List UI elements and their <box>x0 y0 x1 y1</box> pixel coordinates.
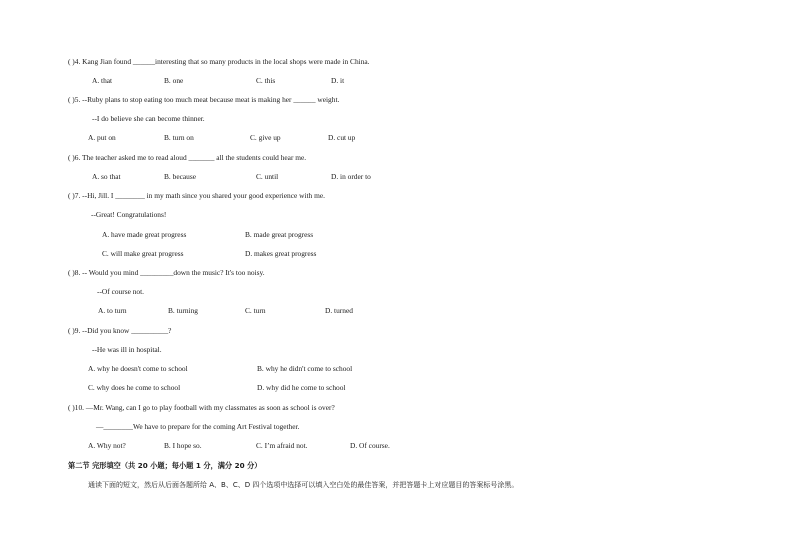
question-9-option-d: D. why did he come to school <box>257 383 346 392</box>
question-9-stem: ( )9. --Did you know __________? <box>68 326 172 335</box>
question-9-dialogue: --He was ill in hospital. <box>92 345 162 354</box>
question-5-option-d: D. cut up <box>328 133 356 142</box>
question-4-option-d: D. it <box>331 76 345 85</box>
question-6-option-c: C. until <box>256 172 279 181</box>
question-8-dialogue: --Of course not. <box>97 287 144 296</box>
question-7-option-a: A. have made great progress <box>102 230 187 239</box>
question-5-stem: ( )5. --Ruby plans to stop eating too much meat because meat is making her ______ weight. <box>68 95 340 104</box>
question-8-stem: ( )8. -- Would you mind _________down the music? It's too noisy. <box>68 268 265 277</box>
question-10-option-c: C. I’m afraid not. <box>256 441 308 450</box>
question-8-option-d: D. turned <box>325 306 353 315</box>
question-9-option-b: B. why he didn't come to school <box>257 364 353 373</box>
question-7-option-b: B. made great progress <box>245 230 314 239</box>
question-8-option-a: A. to turn <box>98 306 127 315</box>
question-10-option-d: D. Of course. <box>350 441 390 450</box>
question-10-stem: ( )10. —Mr. Wang, can I go to play football with my classmates as soon as school is over? <box>68 403 335 412</box>
question-9-option-a: A. why he doesn't come to school <box>88 364 188 373</box>
question-5-dialogue: --I do believe she can become thinner. <box>92 114 205 123</box>
question-5-option-a: A. put on <box>88 133 116 142</box>
question-4-stem: ( )4. Kang Jian found ______interesting that so many products in the local shops were made in China. <box>68 57 370 66</box>
section-instruction: 通读下面的短文，然后从后面各题所给 A、B、C、D 四个选项中选择可以填入空白处的最佳答案，并把答题卡上对应题目的答案标号涂黑。 <box>88 481 519 489</box>
question-8-option-b: B. turning <box>168 306 198 315</box>
question-7-option-c: C. will make great progress <box>102 249 184 258</box>
question-6-option-d: D. in order to <box>331 172 371 181</box>
section-heading: 第二节 完形填空（共 20 小题；每小题 1 分，满分 20 分） <box>68 461 262 470</box>
question-10-option-b: B. I hope so. <box>164 441 202 450</box>
question-7-stem: ( )7. --Hi, Jill. I ________ in my math since you shared your good experience with me. <box>68 191 325 200</box>
question-5-option-b: B. turn on <box>164 133 194 142</box>
question-10-option-a: A. Why not? <box>88 441 126 450</box>
question-9-option-c: C. why does he come to school <box>88 383 181 392</box>
question-10-dialogue: —________We have to prepare for the coming Art Festival together. <box>96 422 300 431</box>
question-6-option-b: B. because <box>164 172 197 181</box>
question-7-dialogue: --Great! Congratulations! <box>91 210 167 219</box>
question-4-option-c: C. this <box>256 76 276 85</box>
question-6-stem: ( )6. The teacher asked me to read aloud _______ all the students could hear me. <box>68 153 307 162</box>
question-8-option-c: C. turn <box>245 306 266 315</box>
question-6-option-a: A. so that <box>92 172 121 181</box>
question-7-option-d: D. makes great progress <box>245 249 317 258</box>
question-4-option-a: A. that <box>92 76 113 85</box>
question-4-option-b: B. one <box>164 76 184 85</box>
question-5-option-c: C. give up <box>250 133 281 142</box>
